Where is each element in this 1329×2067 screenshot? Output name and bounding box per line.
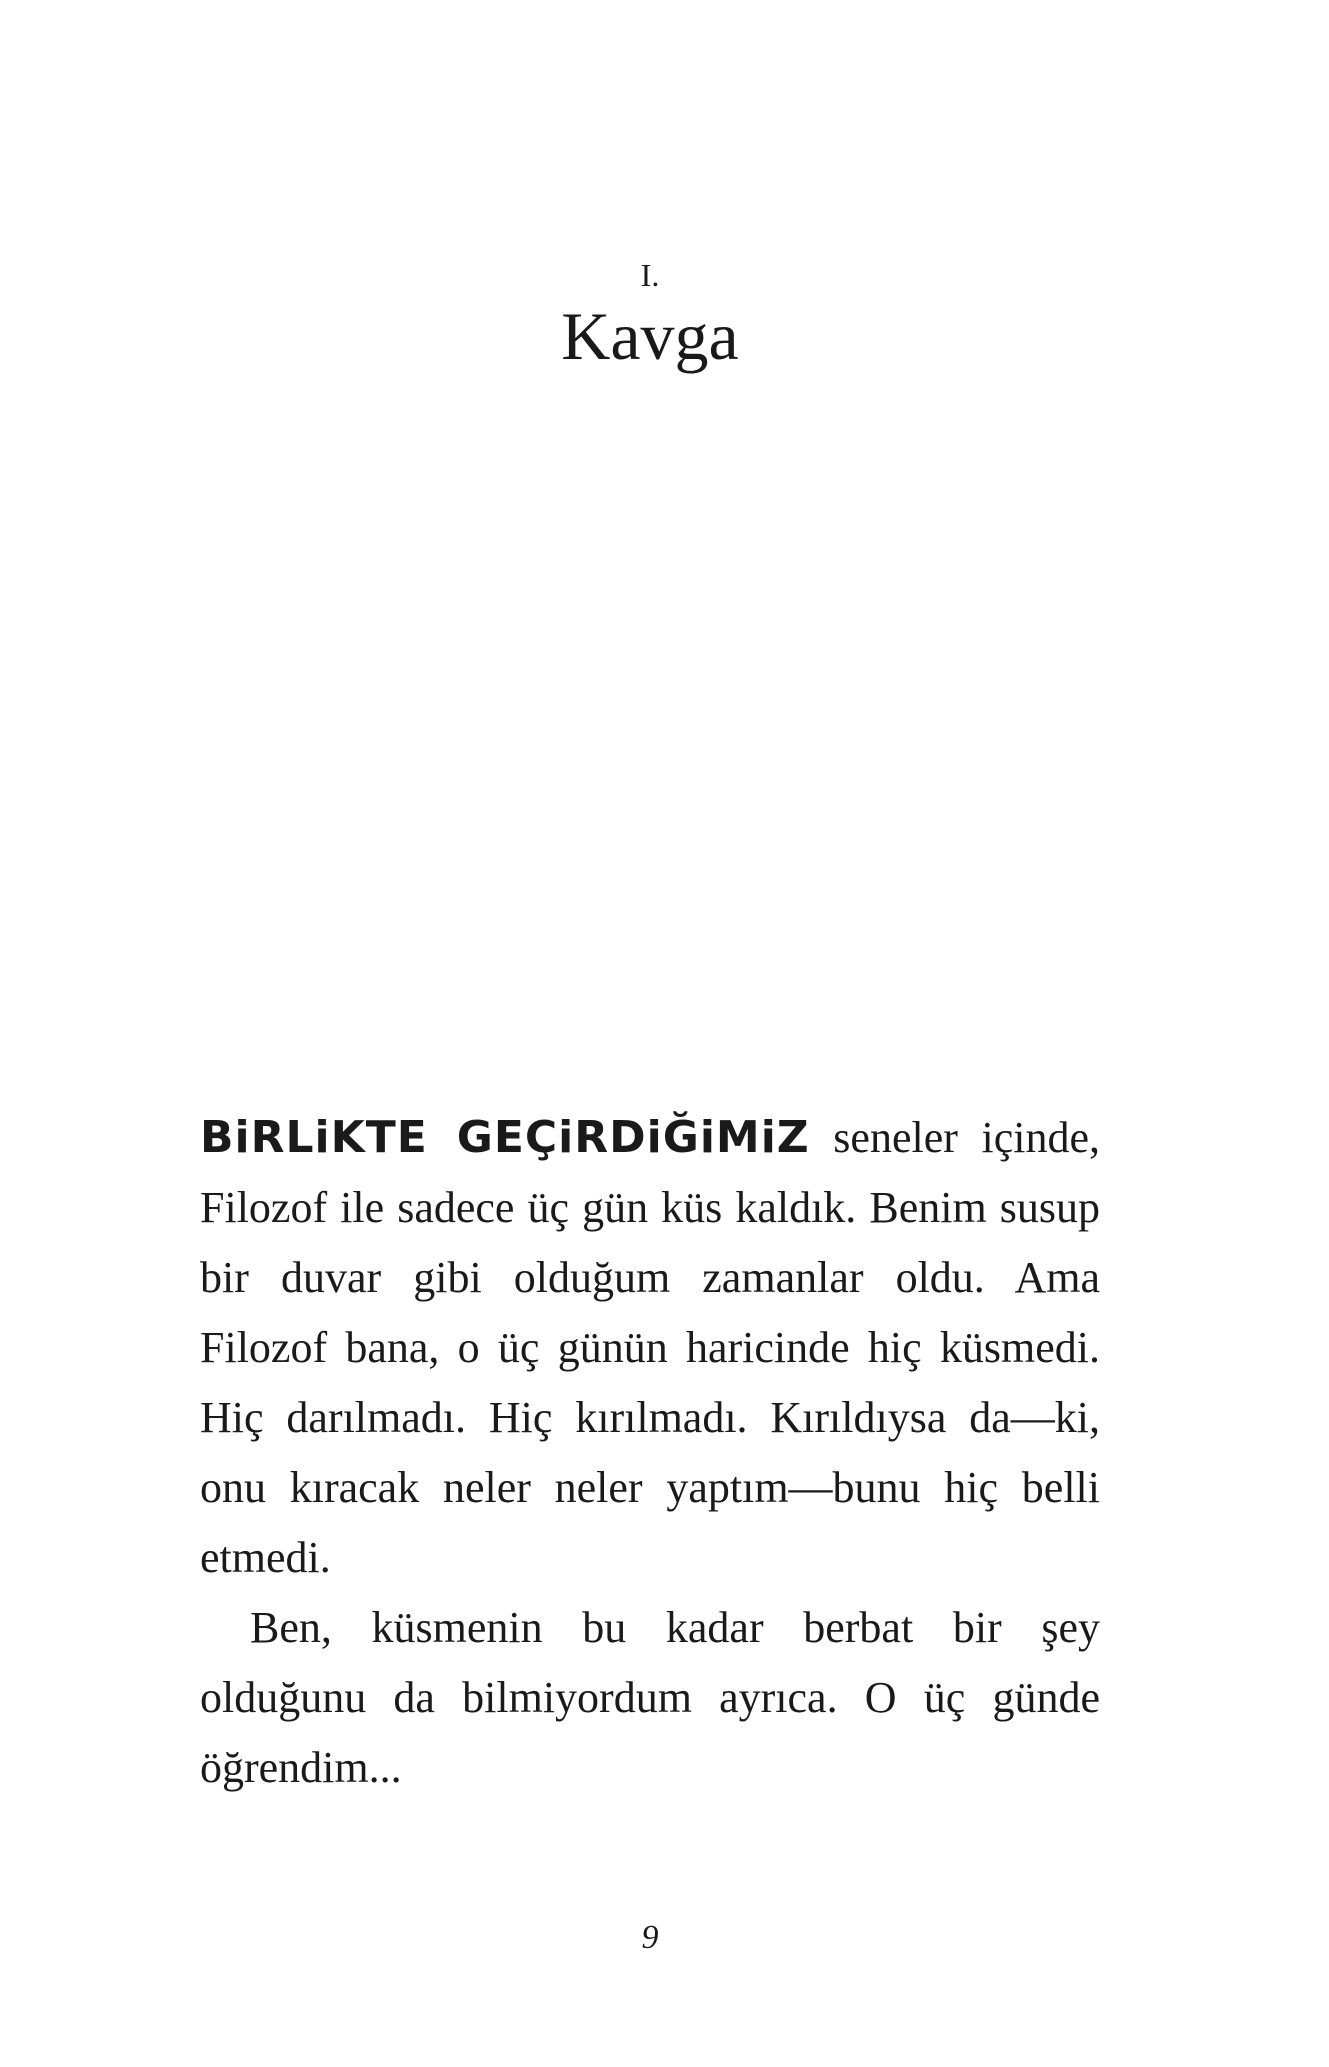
paragraph-1 [200,1103,1100,1593]
paragraph-2: Ben, küsmenin bu kadar berbat bir şey olduğunu da bilmiyordum ayrıca. O üç günde öğrendim... [200,1603,1100,1792]
chapter-title: Kavga [561,298,739,374]
lead-words: BiRLiKTE GEÇiRDiĞiMiZ [200,1112,810,1163]
chapter-number: I. [640,257,660,293]
page-number: 9 [641,1919,659,1956]
paragraph-1-text: seneler içinde, Filozof ile sadece üç gün küs kaldık. Benim susup bir duvar gibi olduğum zamanlar oldu. Ama Filozof bana, o üç günün haricinde hiç küsmedi. Hiç darılmadı. Hiç kırılmadı. Kırıldıysa da—ki, onu kıracak neler neler yaptım—bunu hiç belli etmedi. [200,1113,1100,1582]
body-text [200,1103,1100,1803]
